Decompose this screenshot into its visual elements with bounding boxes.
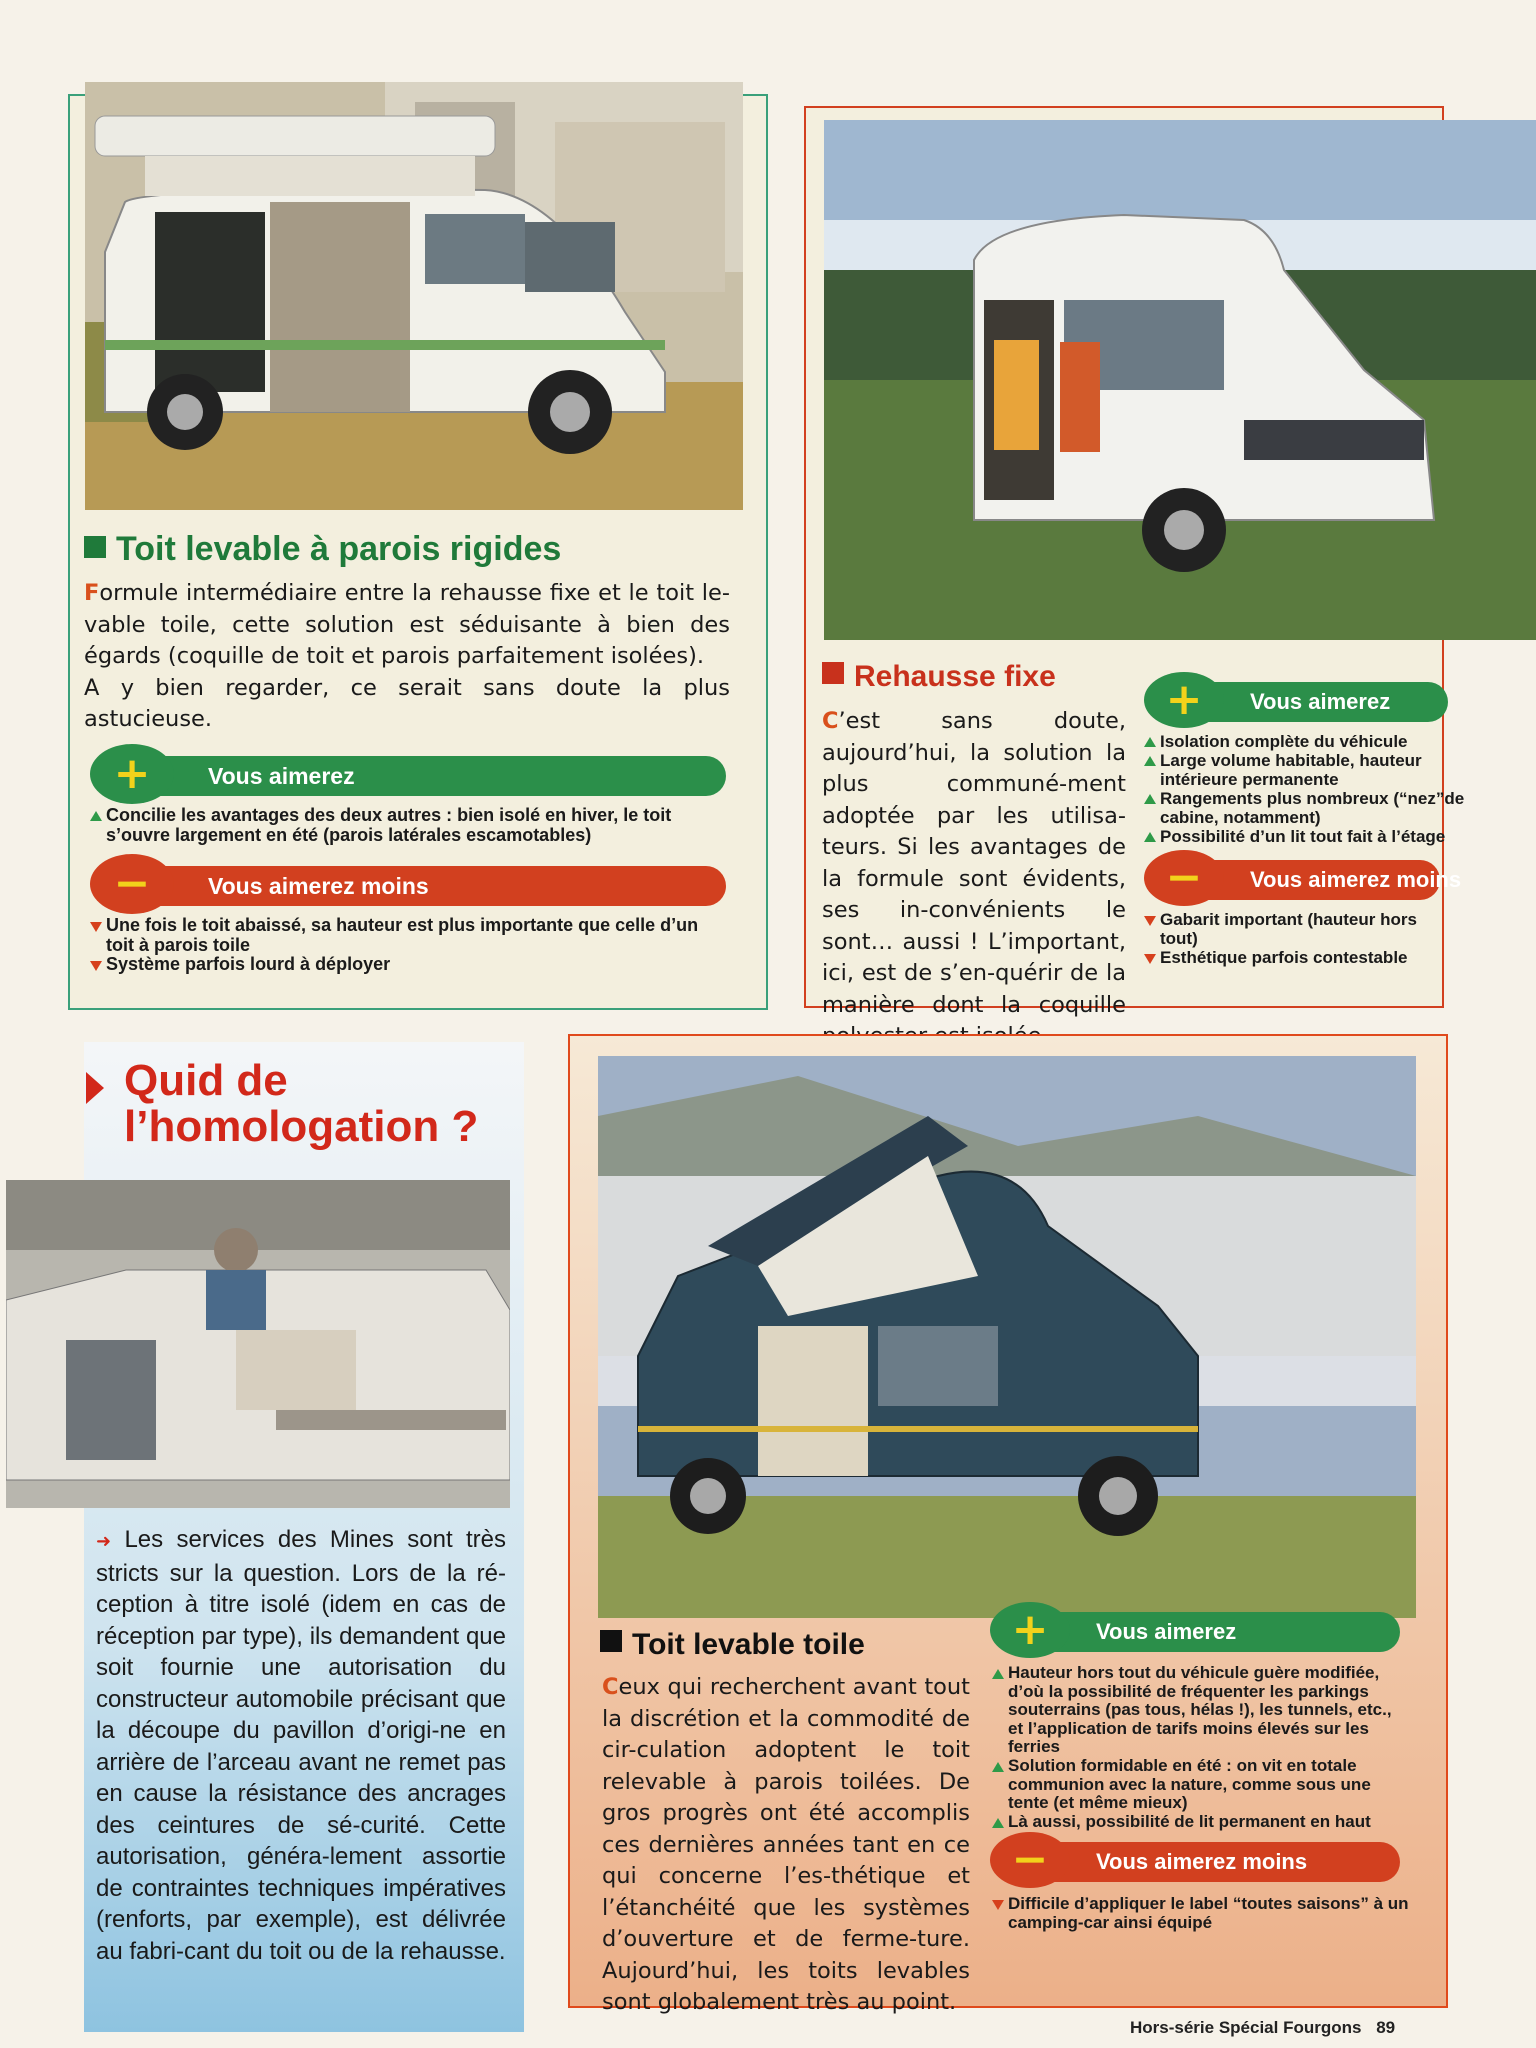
- list-item: Système parfois lourd à déployer: [88, 955, 728, 975]
- title-square-icon: [600, 1630, 622, 1652]
- list-item: Gabarit important (hauteur hors tout): [1142, 910, 1442, 948]
- list-item: Solution formidable en été : on vit en totale communion avec la nature, comme sous une tente (et même mieux): [990, 1757, 1410, 1813]
- body-parois-rigides: Formule intermédiaire entre la rehausse fixe et le toit le-vable toile, cette solution est séduisante à bien des égards (coquille de toit et parois parfaitement isolées). A y bien regarder, ce serait sans doute la plus astucieuse.: [84, 580, 730, 732]
- list-item: Là aussi, possibilité de lit permanent en haut: [990, 1813, 1410, 1832]
- section-title-toit-toile: Toit levable toile: [600, 1628, 865, 1662]
- pros-bar-1: Vous aimerez: [96, 756, 726, 796]
- minus-sign-icon: −: [90, 854, 174, 914]
- photo-van-rigid-roof: [85, 82, 743, 510]
- photo-van-high-roof: [824, 120, 1536, 640]
- quid-bullet-icon: ➜: [96, 1531, 112, 1551]
- pros-bar-2: Vous aimerez: [1150, 682, 1448, 722]
- list-item: Large volume habitable, hauteur intérieure permanente: [1142, 751, 1472, 789]
- list-item: Une fois le toit abaissé, sa hauteur est plus importante que celle d’un toit à parois toile: [88, 916, 728, 955]
- list-item: Hauteur hors tout du véhicule guère modifiée, d’où la possibilité de fréquenter les parkings souterrains (pas tous, hélas !), les tunnels, etc., et l’application de tarifs moins élevés sur les ferries: [990, 1664, 1410, 1757]
- list-item: Concilie les avantages des deux autres : bien isolé en hiver, le toit s’ouvre largement en été (parois latérales escamotables): [88, 806, 728, 845]
- plus-sign-icon: +: [990, 1602, 1070, 1658]
- minus-sign-icon: −: [990, 1832, 1070, 1888]
- quid-body: ➜ Les services des Mines sont très stricts sur la question. Lors de la ré-ception à titre isolé (idem en cas de réception par type), ils demandent que soit fournie une autorisation du constructeur automobile précisant que la découpe du pavillon d’origi-ne en arrière de l’arceau avant ne remet pas en cause la résistance des ancrages des ceintures de sé-curité. Cette autorisation, généra-lement assortie de contraintes techniques impératives (renforts, par exemple), est délivrée au fabri-cant du toit ou de la rehausse.: [96, 1526, 507, 1965]
- list-item: Esthétique parfois contestable: [1142, 948, 1442, 967]
- plus-sign-icon: +: [1144, 672, 1224, 728]
- cons-bar-1: Vous aimerez moins: [96, 866, 726, 906]
- body-rehausse-fixe: C’est sans doute, aujourd’hui, la solution la plus communé-ment adoptée par les utilisa-teurs. Si les avantages de la formule sont évidents, ses in-convénients le sont… aussi ! L’important, ici, est de s’en-quérir de la manière dont la coquille: [822, 708, 1126, 1018]
- title-square-icon: [822, 662, 844, 684]
- pros-list-1: [88, 806, 728, 845]
- cons-bar-2: Vous aimerez moins: [1150, 860, 1440, 900]
- list-item: Possibilité d’un lit tout fait à l’étage: [1142, 827, 1472, 846]
- minus-sign-icon: −: [1144, 850, 1224, 906]
- plus-sign-icon: +: [90, 744, 174, 804]
- quid-title: Quid de l’homologation ?: [124, 1056, 479, 1151]
- list-item: Rangements plus nombreux (“nez”de cabine, notamment): [1142, 789, 1472, 827]
- pros-list-3: [990, 1664, 1410, 1831]
- publication-name: Hors-série Spécial Fourgons: [1130, 2018, 1362, 2037]
- pros-list-2: [1142, 732, 1472, 846]
- body-toit-toile: Ceux qui recherchent avant tout la discrétion et la commodité de cir-culation adoptent le toit relevable à parois toilées. De gros progrès ont été accomplis ces dernières années tant en ce qui concerne l’es-thétique et l’étanchéité que les systèmes d’ouverture et de ferme-ture. Aujourd’hui, les toits levables sont globalement très au point.: [602, 1674, 970, 2015]
- photo-roof-workshop: [6, 1180, 510, 1508]
- cons-bar-3: Vous aimerez moins: [996, 1842, 1400, 1882]
- page-number: 89: [1376, 2018, 1396, 2037]
- list-item: Difficile d’appliquer le label “toutes saisons” à un camping-car ainsi équipé: [990, 1894, 1410, 1932]
- cons-list-1: [88, 916, 728, 975]
- cons-list-3: [990, 1894, 1410, 1932]
- section-title-rehausse-fixe: Rehausse fixe: [822, 660, 1056, 694]
- section-title-parois-rigides: Toit levable à parois rigides: [84, 530, 561, 569]
- photo-van-canvas-roof: [598, 1056, 1416, 1618]
- quid-arrow-icon: [86, 1072, 104, 1104]
- cons-list-2: [1142, 910, 1442, 967]
- title-square-icon: [84, 536, 106, 558]
- list-item: Isolation complète du véhicule: [1142, 732, 1472, 751]
- pros-bar-3: Vous aimerez: [996, 1612, 1400, 1652]
- page-footer: [1130, 2018, 1395, 2038]
